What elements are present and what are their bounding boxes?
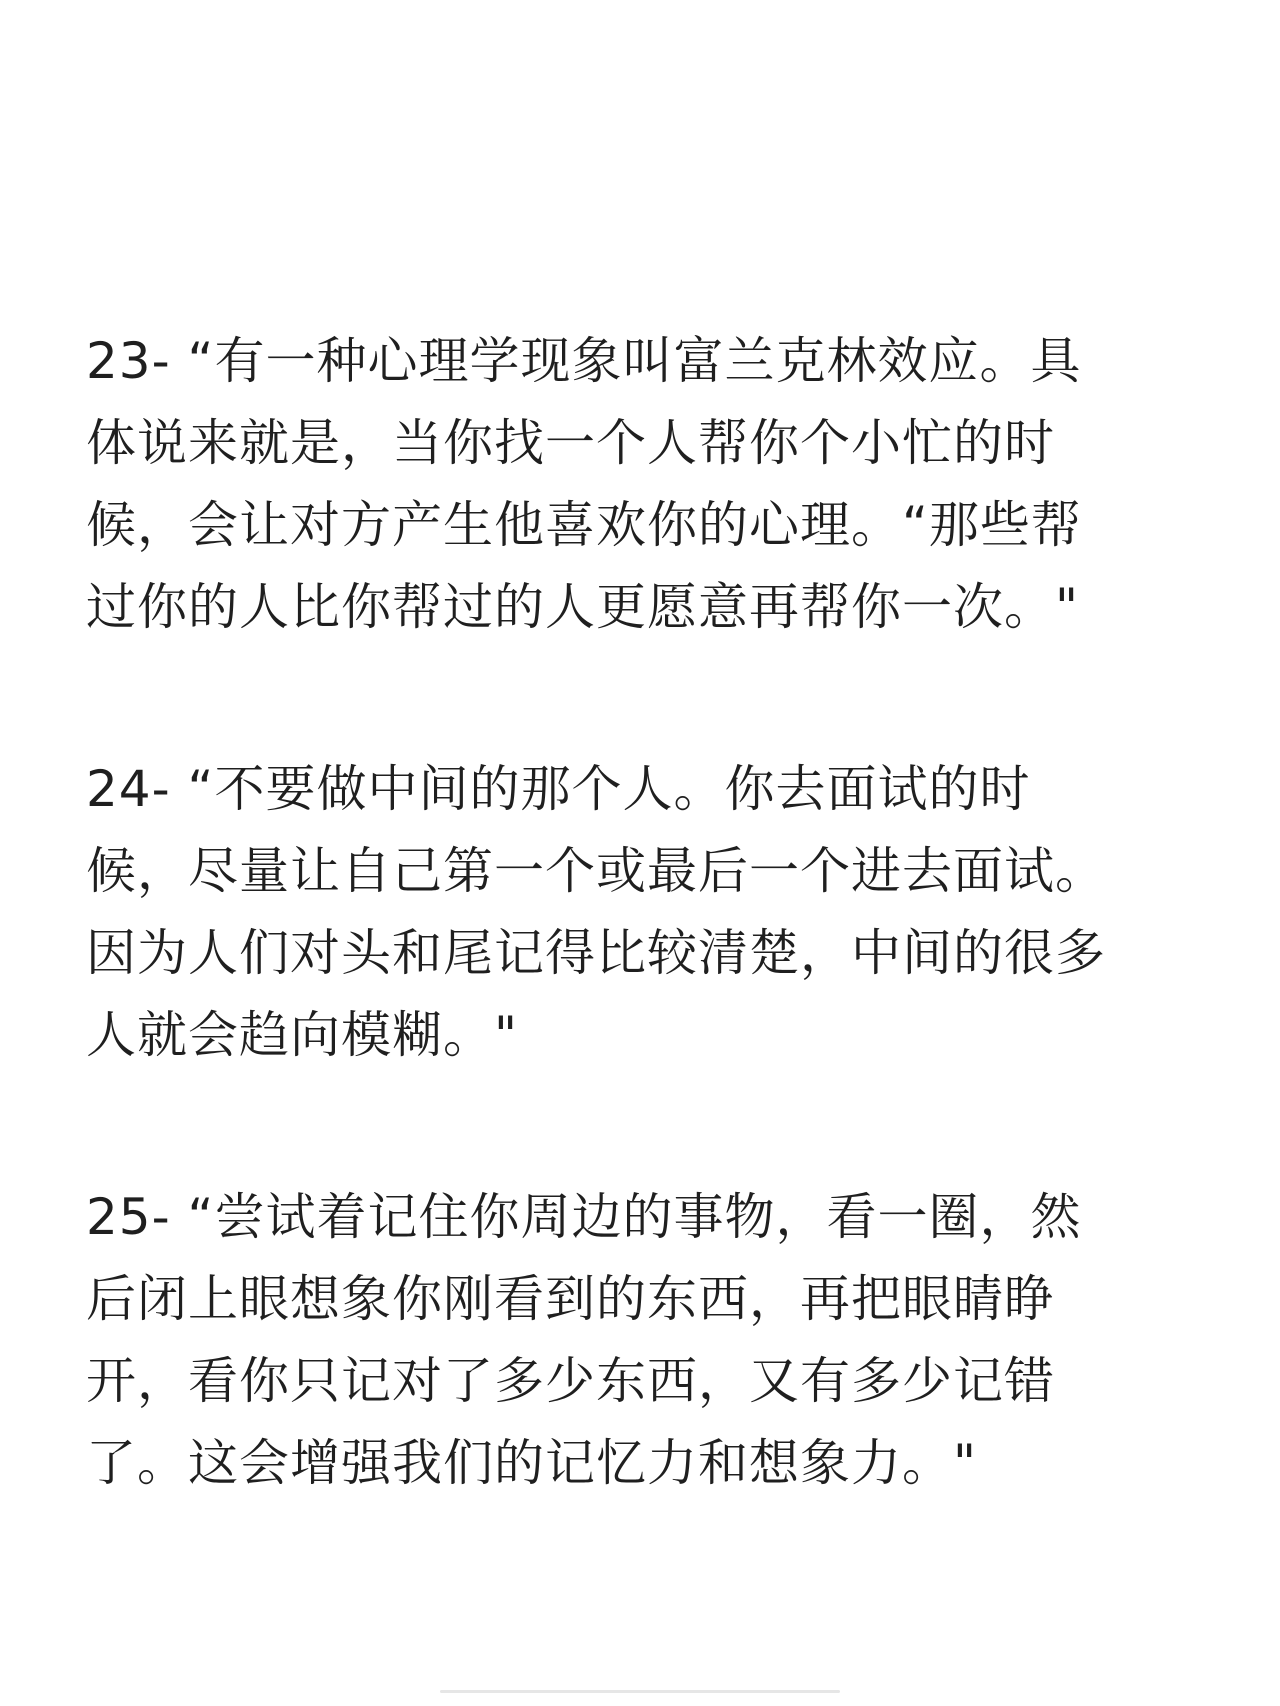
tips-list <box>86 320 1206 1604</box>
tip-line: 人就会趋向模糊。" <box>86 1006 518 1064</box>
tip-line: 候，尽量让自己第一个或最后一个进去面试。 <box>86 842 1106 900</box>
tip-line: 开，看你只记对了多少东西，又有多少记错 <box>86 1352 1055 1410</box>
tip-line: 体说来就是，当你找一个人帮你个小忙的时 <box>86 414 1055 472</box>
tip-line: 24- “不要做中间的那个人。你去面试的时 <box>86 760 1031 818</box>
tip-24 <box>86 748 1206 1076</box>
tip-line: 了。这会增强我们的记忆力和想象力。" <box>86 1434 977 1492</box>
tip-23 <box>86 320 1206 648</box>
tip-line: 25- “尝试着记住你周边的事物，看一圈，然 <box>86 1188 1082 1246</box>
tip-line: 候，会让对方产生他喜欢你的心理。“那些帮 <box>86 496 1082 554</box>
tip-line: 因为人们对头和尾记得比较清楚，中间的很多 <box>86 924 1106 982</box>
tip-line: 过你的人比你帮过的人更愿意再帮你一次。" <box>86 578 1079 636</box>
tip-25 <box>86 1176 1206 1504</box>
footer-divider <box>440 1690 840 1693</box>
tip-line: 后闭上眼想象你刚看到的东西，再把眼睛睁 <box>86 1270 1055 1328</box>
tip-line: 23- “有一种心理学现象叫富兰克林效应。具 <box>86 332 1082 390</box>
